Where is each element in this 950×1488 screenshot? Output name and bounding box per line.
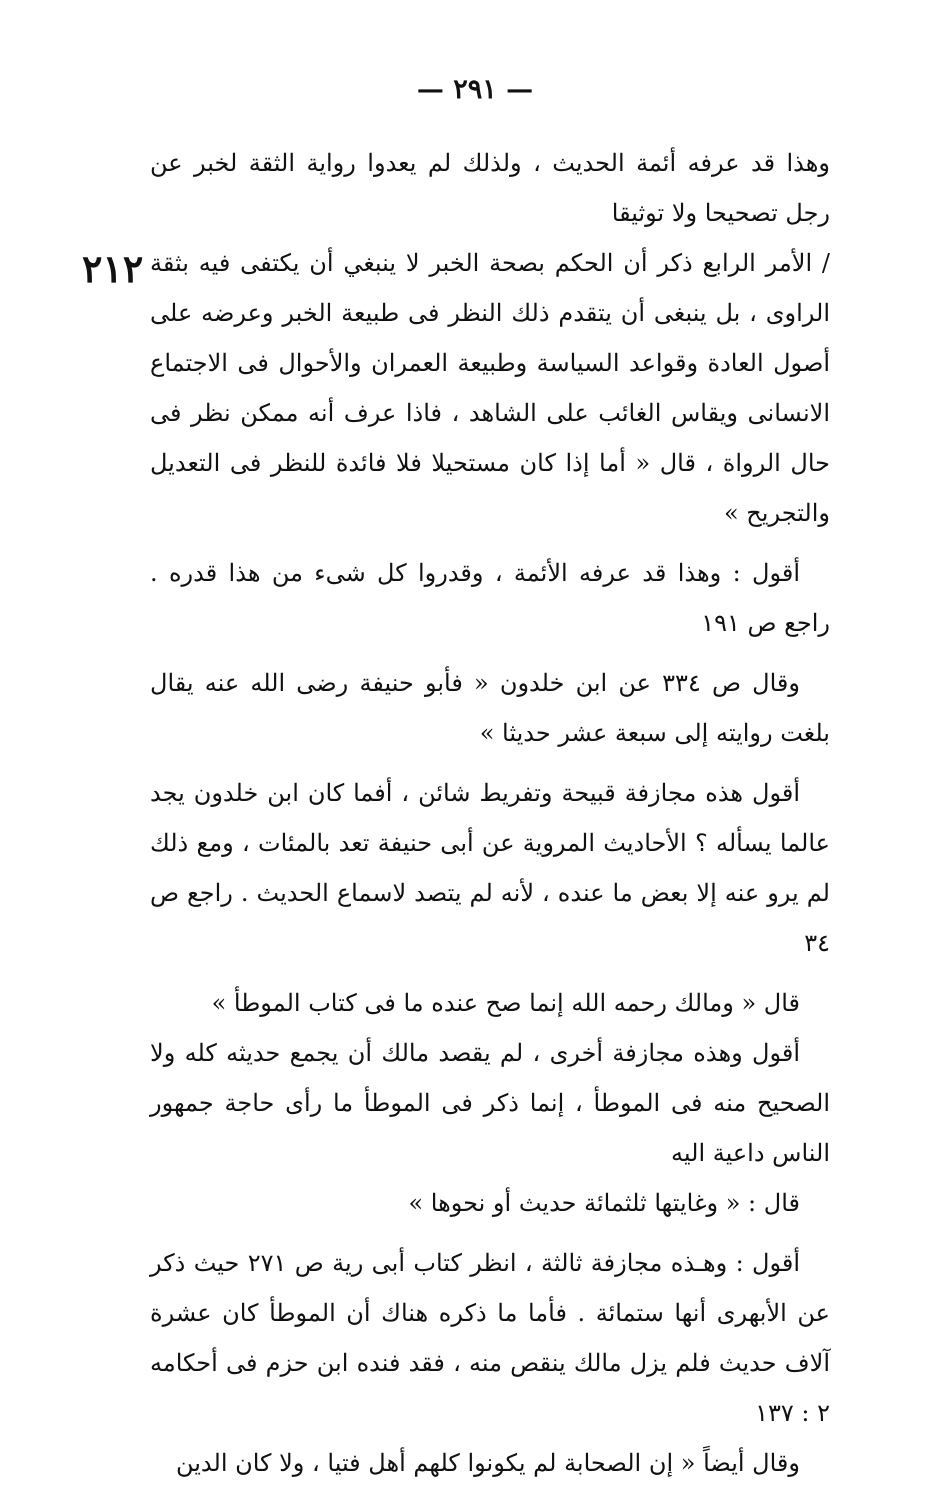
paragraph: / الأمر الرابع ذكر أن الحكم بصحة الخبر لا ينبغي أن يكتفى فيه بثقة الراوى ، بل ينبغى أن يتقدم ذلك النظر فى طبيعة الخبر وعرضه على أصول العادة وقواعد السياسة وطبيعة العمران والأحوال فى الاجتماع الانسانى ويقاس الغائب على الشاهد ، فاذا عرف أنه ممكن نظر فى حال الرواة ، قال « أما إذا كان مستحيلا فلا فائدة للنظر فى التعديل والتجريح » — [150, 249, 830, 527]
paragraph: وقال ص ٣٣٤ عن ابن خلدون « فأبو حنيفة رضى الله عنه يقال بلغت روايته إلى سبعة عشر حديثا » — [150, 669, 830, 747]
body-text — [150, 138, 830, 1488]
paragraph: أقول هذه مجازفة قبيحة وتفريط شائن ، أفما كان ابن خلدون يجد عالما يسأله ؟ الأحاديث المروية عن أبى حنيفة تعد بالمئات ، ومع ذلك لم يرو عنه إلا بعض ما عنده ، لأنه لم يتصد لاسماع الحديث . راجع ص ٣٤ — [150, 779, 830, 957]
paragraph: أقول وهذه مجازفة أخرى ، لم يقصد مالك أن يجمع حديثه كله ولا الصحيح منه فى الموطأ ، إنما ذكر فى الموطأ ما رأى حاجة جمهور الناس داعية اليه — [150, 1039, 830, 1167]
paragraph: قال : « وغايتها ثلثمائة حديث أو نحوها » — [408, 1189, 800, 1217]
margin-section-number: ٢١٢ — [82, 246, 144, 291]
page-number: — ٢٩١ — — [416, 74, 534, 105]
paragraph: وهذا قد عرفه أئمة الحديث ، ولذلك لم يعدوا رواية الثقة لخبر عن رجل تصحيحا ولا توثيقا — [150, 149, 830, 227]
paragraph: قال « ومالك رحمه الله إنما صح عنده ما فى كتاب الموطأ » — [211, 989, 800, 1017]
paragraph: أقول : وهذا قد عرفه الأئمة ، وقدروا كل شىء من هذا قدره . راجع ص ١٩١ — [150, 559, 830, 637]
paragraph: أقول : وهـذه مجازفة ثالثة ، انظر كتاب أبى رية ص ٢٧١ حيث ذكر عن الأبهرى أنها ستمائة . فأما ما ذكره هناك أن الموطأ كان عشرة آلاف حديث فلم يزل مالك ينقص منه ، فقد فنده ابن حزم فى أحكامه ٢ : ١٣٧ — [150, 1249, 830, 1427]
paragraph: وقال أيضاً « إن الصحابة لم يكونوا كلهم أهل فتيا ، ولا كان الدين — [175, 1449, 800, 1477]
